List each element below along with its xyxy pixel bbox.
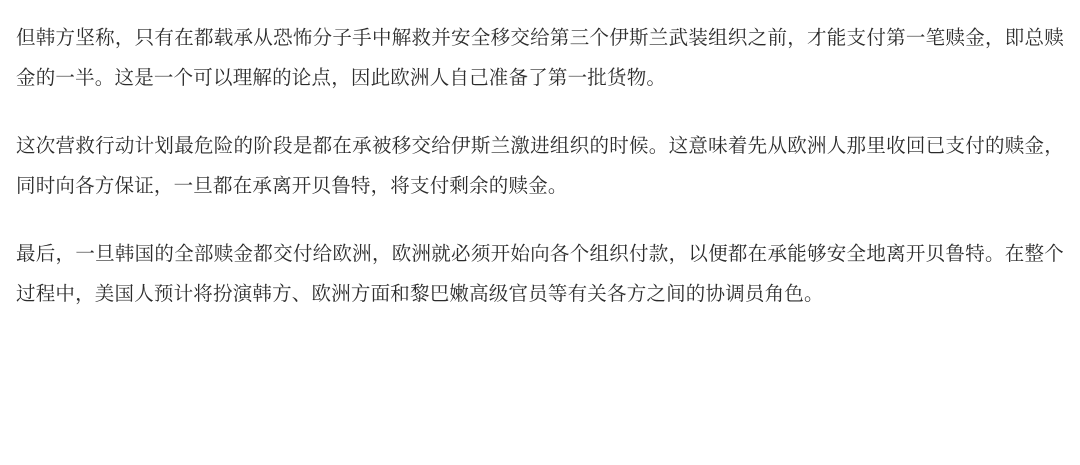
paragraph-2: 这次营救行动计划最危险的阶段是都在承被移交给伊斯兰激进组织的时候。这意味着先从欧洲人那里收回已支付的赎金，同时向各方保证，一旦都在承离开贝鲁特，将支付剩余的赎金。 bbox=[16, 135, 1064, 197]
paragraph-1: 但韩方坚称，只有在都载承从恐怖分子手中解救并安全移交给第三个伊斯兰武装组织之前，才能支付第一笔赎金，即总赎金的一半。这是一个可以理解的论点，因此欧洲人自己准备了第一批货物。 bbox=[16, 27, 1064, 89]
paragraph-3: 最后，一旦韩国的全部赎金都交付给欧洲，欧洲就必须开始向各个组织付款，以便都在承能够安全地离开贝鲁特。在整个过程中，美国人预计将扮演韩方、欧洲方面和黎巴嫩高级官员等有关各方之间的协调员角色。 bbox=[16, 243, 1064, 305]
